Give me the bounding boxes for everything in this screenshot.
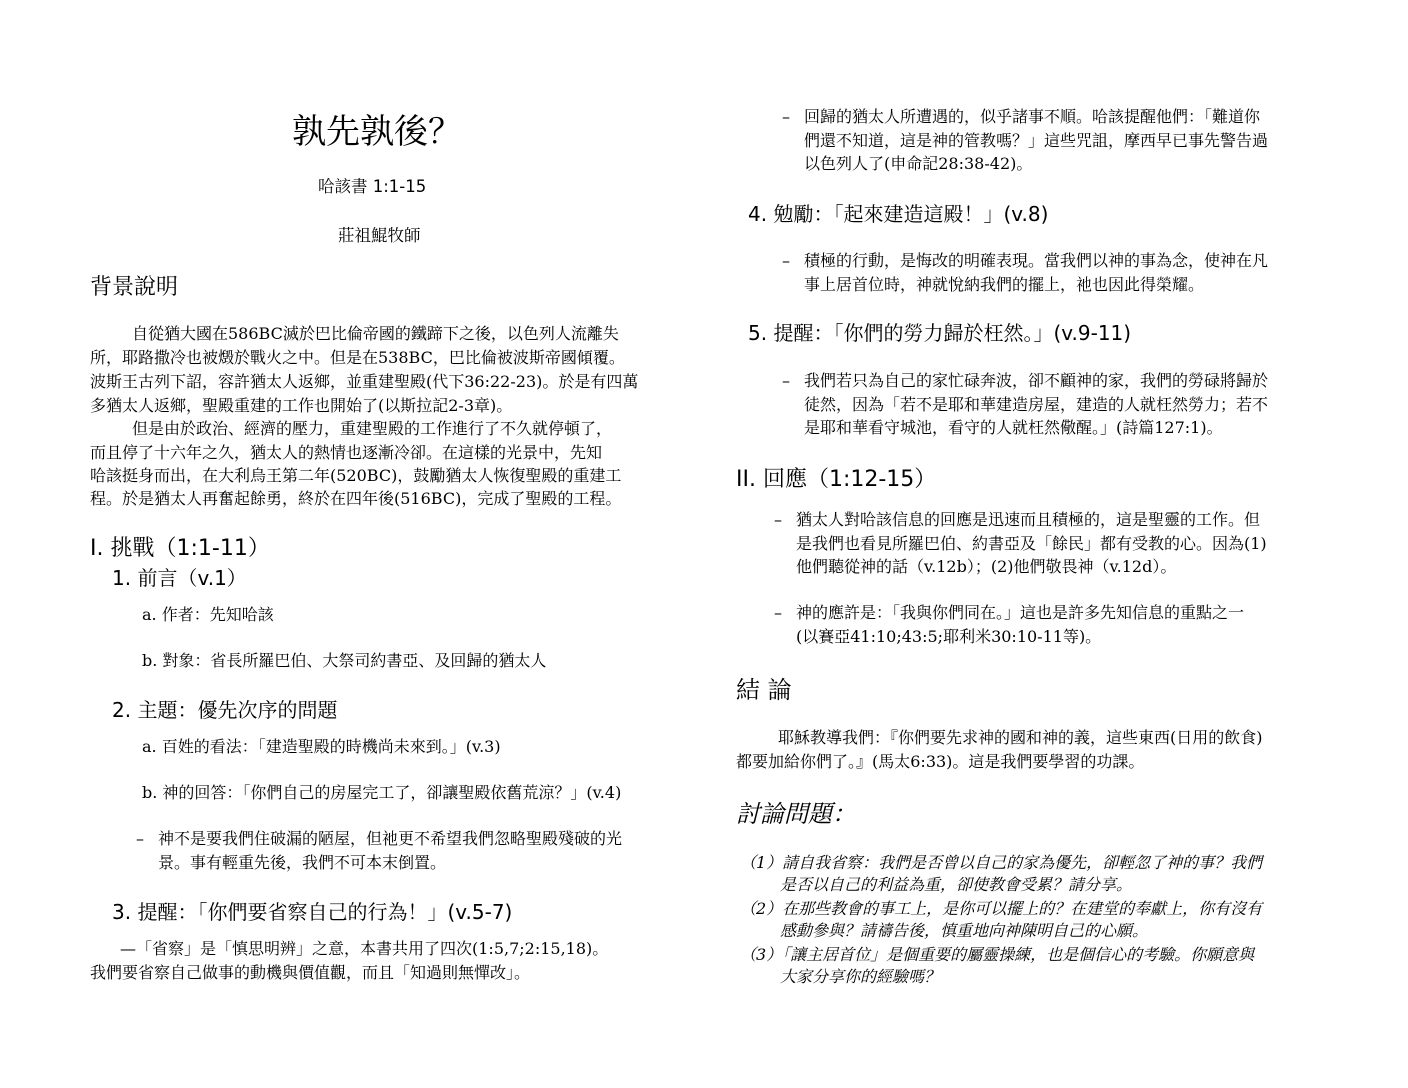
text-line: (以賽亞41:10;43:5;耶利米30:10-11等)。	[796, 627, 1102, 646]
text-line: 徒然，因為「若不是耶和華建造房屋，建造的人就枉然勞力；若不	[804, 395, 1269, 414]
text-line: 耶穌教導我們：『你們要先求神的國和神的義，這些東西(日用的飲食)	[778, 728, 1263, 747]
section-2-heading: II. 回應（1:12-15）	[736, 467, 937, 492]
text-line: 神不是要我們住破漏的陋屋，但祂更不希望我們忽略聖殿殘破的光	[158, 829, 623, 848]
text-line: 事上居首位時，神就悅納我們的擺上，祂也因此得榮耀。	[804, 275, 1205, 294]
text-line: 程。於是猶太人再奮起餘勇，終於在四年後(516BC)，完成了聖殿的工程。	[90, 489, 622, 508]
text-line: 自從猶大國在586BC滅於巴比倫帝國的鐵蹄下之後，以色列人流離失	[132, 324, 619, 343]
text-line: 所，耶路撒冷也被燬於戰火之中。但是在538BC，巴比倫被波斯帝國傾覆。	[90, 348, 625, 367]
text-line: 而且停了十六年之久，猶太人的熱情也逐漸冷卻。在這樣的光景中，先知	[90, 443, 603, 462]
text-line: 是否以自己的利益為重，卻使教會受累？請分享。	[780, 875, 1133, 894]
text-line: 猶太人對哈該信息的回應是迅速而且積極的，這是聖靈的工作。但	[796, 510, 1261, 529]
text-line: 大家分享你的經驗嗎？	[780, 967, 941, 986]
sub-2-note: – 神不是要我們住破漏的陋屋，但祂更不希望我們忽略聖殿殘破的光	[136, 829, 623, 848]
text-line: 哈該挺身而出，在大利烏王第二年(520BC)，鼓勵猶太人恢復聖殿的重建工	[90, 466, 622, 485]
question-2: （2）在那些教會的事工上，是你可以擺上的？在建堂的奉獻上，你有沒有	[740, 899, 1263, 918]
question-1: （1）請自我省察：我們是否曾以自己的家為優先，卻輕忽了神的事？我們	[740, 853, 1263, 872]
author-name: 莊祖鯤牧師	[338, 226, 421, 245]
text-line: —「省察」是「慎思明辨」之意，本書共用了四次(1:5,7;2:15,18)。	[120, 939, 609, 958]
sub-4-heading: 4. 勉勵：「起來建造這殿！」(v.8)	[748, 202, 1049, 226]
question-3: （3）「讓主居首位」是個重要的屬靈操練，也是個信心的考驗。你願意與	[740, 945, 1255, 964]
text-line: 但是由於政治、經濟的壓力，重建聖殿的工作進行了不久就停頓了，	[132, 419, 613, 438]
text-line: 是耶和華看守城池，看守的人就枉然儆醒。」(詩篇127:1)。	[804, 418, 1223, 437]
text-line: 以色列人了(申命記28:38-42)。	[804, 154, 1033, 173]
sub-3-heading: 3. 提醒：「你們要省察自己的行為！」(v.5-7)	[112, 900, 513, 924]
text-line: 景。事有輕重先後，我們不可本末倒置。	[158, 853, 447, 872]
page-title: 孰先孰後？	[292, 112, 462, 152]
sub-1-item-b: b. 對象：省長所羅巴伯、大祭司約書亞、及回歸的猶太人	[142, 651, 547, 670]
text-line: 回歸的猶太人所遭遇的，似乎諸事不順。哈該提醒他們：「難道你	[804, 107, 1261, 126]
text-line: 積極的行動，是悔改的明確表現。當我們以神的事為念，使神在凡	[804, 251, 1269, 270]
sub-2-item-b: b. 神的回答：「你們自己的房屋完工了，卻讓聖殿依舊荒涼？」(v.4)	[142, 783, 622, 802]
text-line: 我們要省察自己做事的動機與價值觀，而且「知過則無憚改」。	[90, 963, 531, 982]
sub-1-heading: 1. 前言（v.1）	[112, 566, 247, 590]
text-line: 波斯王古列下詔，容許猶太人返鄉，並重建聖殿(代下36:22-23)。於是有四萬	[90, 372, 639, 391]
text-line: 是我們也看見所羅巴伯、約書亞及「餘民」都有受教的心。因為(1)	[796, 534, 1267, 553]
text-line: 們還不知道，這是神的管教嗎？」這些咒詛，摩西早已事先警告過	[804, 131, 1269, 150]
sub-2-item-a: a. 百姓的看法：「建造聖殿的時機尚未來到。」(v.3)	[142, 737, 501, 756]
sub-2-heading: 2. 主題：優先次序的問題	[112, 698, 338, 722]
text-line: 神的應許是：「我與你們同在。」這也是許多先知信息的重點之一	[796, 603, 1245, 622]
scripture-reference: 哈該書 1:1-15	[318, 177, 427, 196]
sub-1-item-a: a. 作者：先知哈該	[142, 605, 274, 624]
conclusion-heading: 結 論	[736, 676, 792, 704]
text-line: 他們聽從神的話（v.12b）；(2)他們敬畏神（v.12d）。	[796, 557, 1177, 576]
text-line: 感動參與？請禱告後，慎重地向神陳明自己的心願。	[780, 921, 1149, 940]
section-1-heading: I. 挑戰（1:1-11）	[90, 536, 270, 561]
background-heading: 背景說明	[90, 275, 179, 300]
text-line: 都要加給你們了。』(馬太6:33)。這是我們要學習的功課。	[736, 752, 1145, 771]
discussion-heading: 討論問題：	[736, 800, 856, 828]
text-line: 多猶太人返鄉，聖殿重建的工作也開始了(以斯拉記2-3章)。	[90, 396, 513, 415]
text-line: 我們若只為自己的家忙碌奔波，卻不顧神的家，我們的勞碌將歸於	[804, 371, 1269, 390]
sub-5-heading: 5. 提醒：「你們的勞力歸於枉然。」(v.9-11)	[748, 321, 1132, 345]
